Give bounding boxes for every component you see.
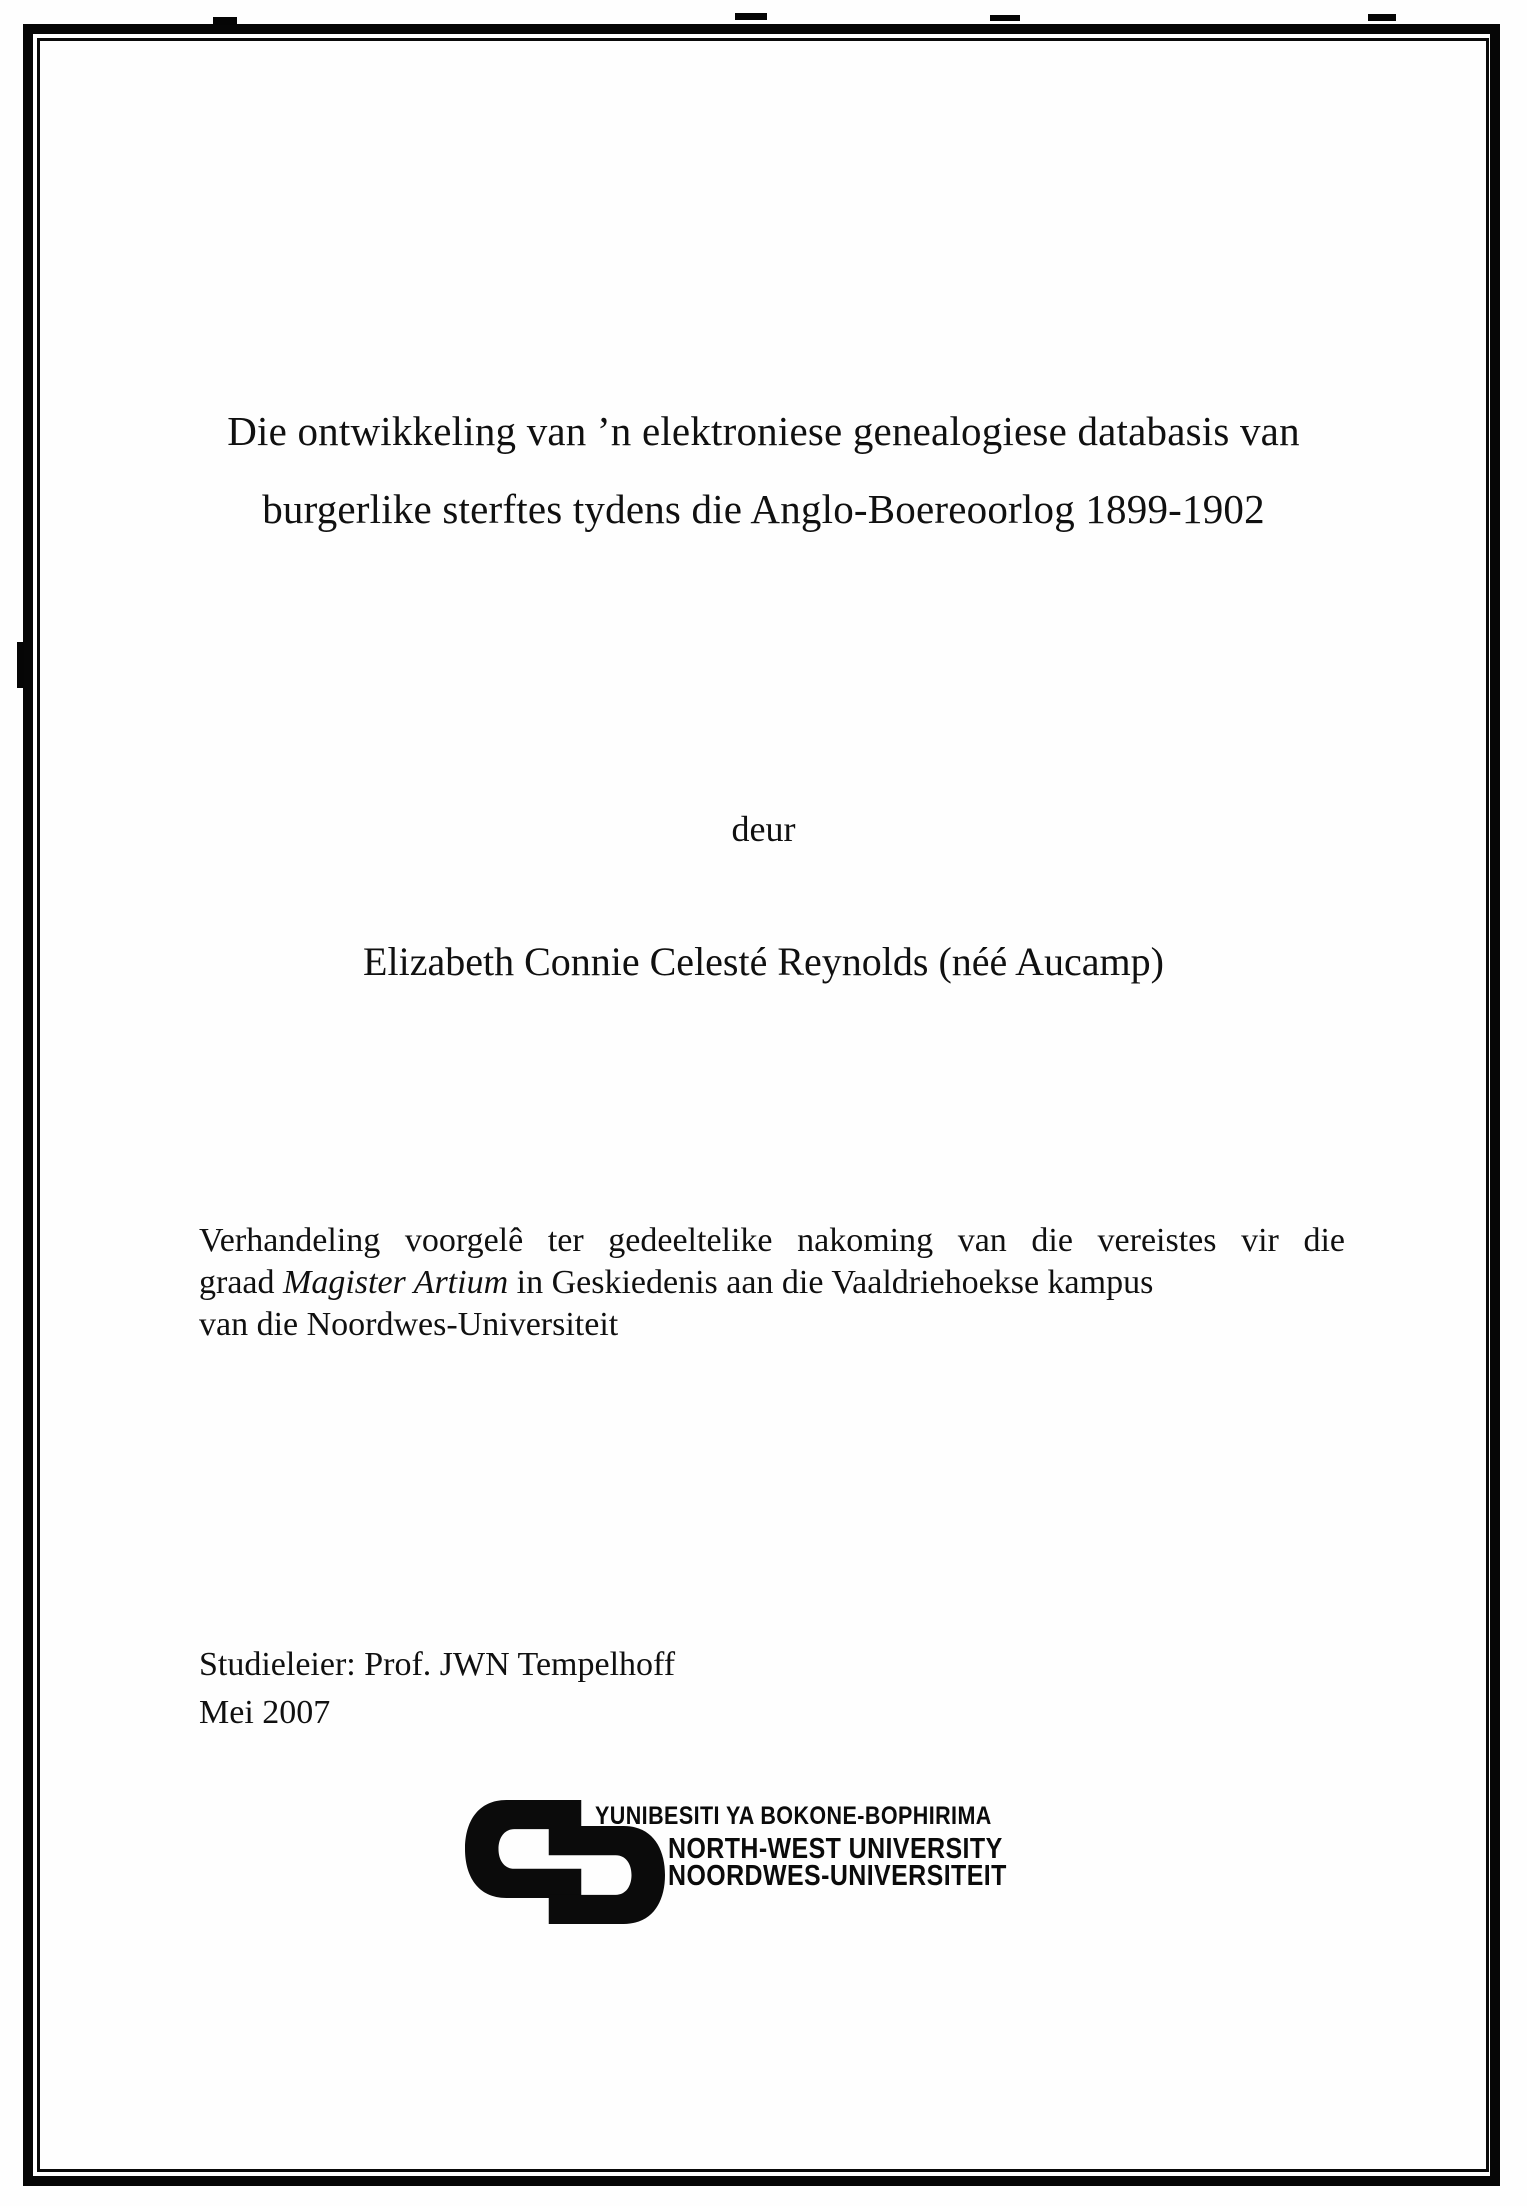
degree-name-italic: Magister Artium [283, 1264, 509, 1301]
author-name: Elizabeth Connie Celesté Reynolds (néé Aucamp) [363, 939, 1164, 984]
degree-declaration [199, 1220, 1345, 1346]
declaration-line2-prefix: graad [199, 1264, 284, 1301]
date-line: Mei 2007 [199, 1694, 331, 1731]
byline-label: deur [731, 809, 796, 849]
university-name-english: NORTH-WEST UNIVERSITY [668, 1833, 1003, 1865]
supervisor-block [199, 1641, 675, 1737]
university-name-afrikaans: NOORDWES-UNIVERSITEIT [668, 1860, 1007, 1892]
declaration-line2-suffix: in Geskiedenis aan die Vaaldriehoekse kampus [508, 1264, 1154, 1301]
scan-artifact [17, 642, 24, 688]
scan-artifact [1368, 14, 1396, 21]
university-name-setswana: YUNIBESITI YA BOKONE-BOPHIRIMA [595, 1802, 992, 1830]
scan-artifact [990, 15, 1020, 21]
thesis-title-line1: Die ontwikkeling van ’n elektroniese genealogiese databasis van [227, 408, 1300, 454]
supervisor-line: Studieleier: Prof. JWN Tempelhoff [199, 1646, 676, 1683]
declaration-line2 [199, 1262, 1345, 1304]
declaration-line1: Verhandeling voorgelê ter gedeeltelike nakoming van die vereistes vir die [199, 1222, 1345, 1259]
scan-artifact [735, 13, 767, 20]
thesis-title-line2: burgerlike sterftes tydens die Anglo-Boereoorlog 1899-1902 [262, 486, 1265, 532]
scan-artifact [213, 17, 237, 25]
declaration-line3: van die Noordwes-Universiteit [199, 1306, 619, 1343]
thesis-title [0, 392, 1527, 548]
